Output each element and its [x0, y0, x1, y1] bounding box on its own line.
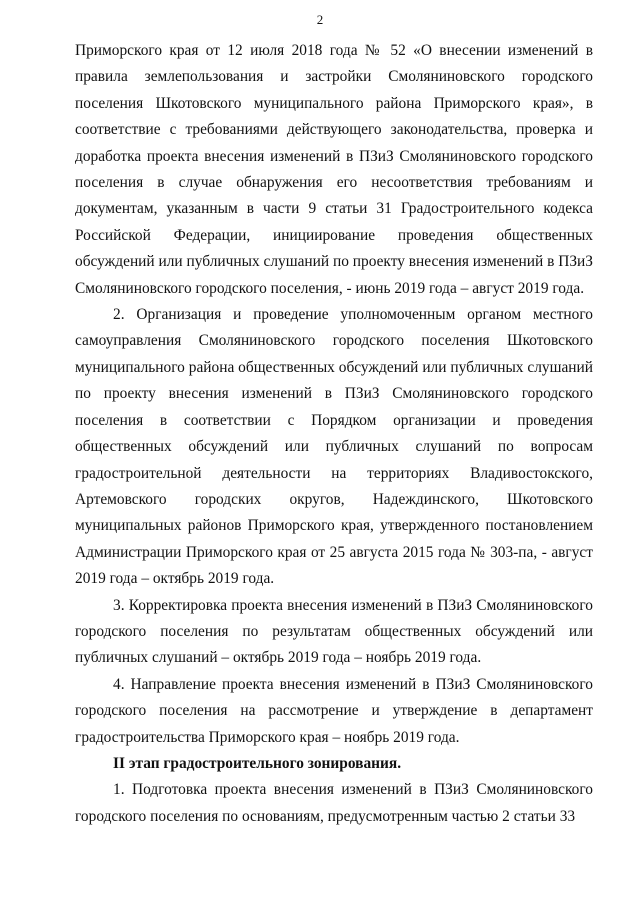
paragraph-item-2: 2. Организация и проведение уполномоченным органом местного самоуправления Смоляниновского городского поселения Шкотовского муниципального района общественных обсуждений или публичных слушаний по проекту внесения изменений в ПЗиЗ Смоляниновского городского поселения в соответствии с Порядком организации и проведения общественных обсуждений или публичных слушаний по вопросам градостроительной деятельности на территориях Владивостокского, Артемовского городских округов, Надеждинского, Шкотовского муниципальных районов Приморского края, утвержденного постановлением Администрации Приморского края от 25 августа 2015 года № 303-па, - август 2019 года – октябрь 2019 года. — [75, 306, 593, 588]
page-number: 2 — [316, 12, 324, 27]
paragraph-stage2-item-1: 1. Подготовка проекта внесения изменений в ПЗиЗ Смоляниновского городского поселения по основаниям, предусмотренным частью 2 статьи 33 — [75, 781, 593, 825]
paragraph-item-3: 3. Корректировка проекта внесения изменений в ПЗиЗ Смоляниновского городского поселения по результатам общественных обсуждений или публичных слушаний – октябрь 2019 года – ноябрь 2019 года. — [75, 596, 593, 667]
section-heading: II этап градостроительного зонирования. — [113, 754, 402, 772]
document-body — [75, 38, 593, 830]
paragraph-item-4: 4. Направление проекта внесения изменений в ПЗиЗ Смоляниновского городского поселения на рассмотрение и утверждение в департамент градостроительства Приморского края – ноябрь 2019 года. — [75, 675, 593, 746]
paragraph-continuation: Приморского края от 12 июля 2018 года № 52 «О внесении изменений в правила землепользования и застройки Смоляниновского городского поселения Шкотовского муниципального района Приморского края», в соответствие с требованиями действующего законодательства, проверка и доработка проекта внесения изменений в ПЗиЗ Смоляниновского городского поселения в случае обнаружения его несоответствия требованиям и документам, указанным в части 9 статьи 31 Градостроительного кодекса Российской Федерации, инициирование проведения общественных обсуждений или публичных слушаний по проекту внесения изменений в ПЗиЗ Смоляниновского городского поселения, - июнь 2019 года – август 2019 года. — [75, 42, 593, 297]
